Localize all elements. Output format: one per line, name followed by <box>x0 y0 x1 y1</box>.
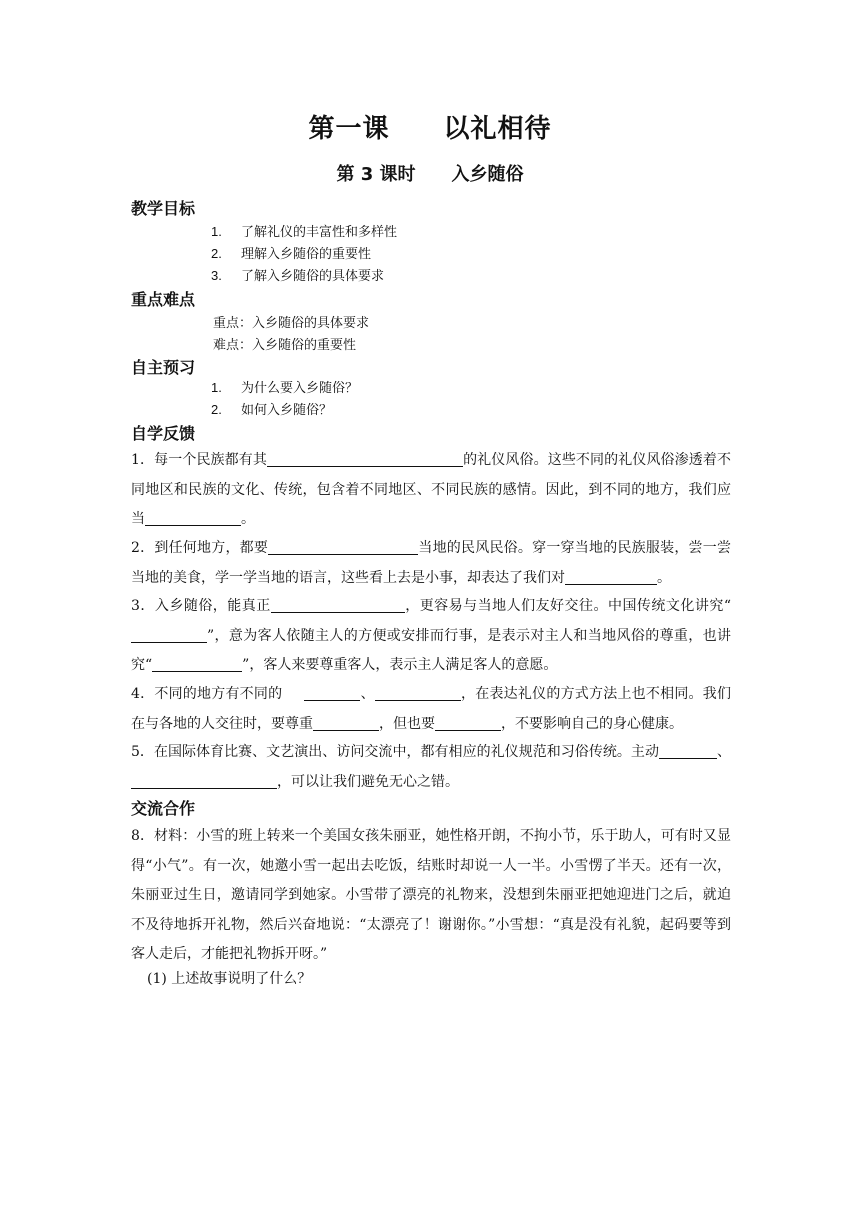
page-title: 第一课 以礼相待 <box>308 114 552 144</box>
question-text: 3．入乡随俗，能真正 <box>131 598 271 614</box>
answer-blank[interactable] <box>304 684 360 701</box>
question-text: 当地的民风民俗。穿一穿当地的民族服装，尝一尝当地的美食，学一学当地的语言，这些看上去是小事，却表达了我们对 <box>131 540 731 586</box>
preview-item-number: 2. <box>211 402 222 417</box>
preview-item-text: 如何入乡随俗？ <box>241 403 333 418</box>
question-text: 2．到任何地方，都要 <box>131 540 269 556</box>
cooperation-material: 8．材料：小雪的班上转来一个美国女孩朱丽亚，她性格开朗，不拘小节，乐于助人，可有时又显得“小气”。有一次，她邀小雪一起出去吃饭，结账时却说一人一半。小雪愣了半天。还有一次，朱丽亚过生日，邀请同学到她家。小雪带了漂亮的礼物来，没想到朱丽亚把她迎进门之后，就迫不及待地拆开礼物，然后兴奋地说：“太漂亮了！谢谢你。”小雪想：“真是没有礼貌，起码要等到客人走后，才能把礼物拆开呀。” <box>131 828 731 962</box>
feedback-question-3 <box>131 592 731 681</box>
question-text: ，在表达礼仪的方式方法上也不相同。我们在与各地的人交往时，要尊重 <box>131 686 731 732</box>
goal-item-number: 1. <box>211 224 222 239</box>
question-text: 1．每一个民族都有其 <box>131 452 267 468</box>
question-text: 。 <box>657 569 671 586</box>
answer-blank[interactable] <box>152 655 242 672</box>
focus-point: 重点：入乡随俗的具体要求 <box>213 316 370 331</box>
goal-item-1 <box>211 221 397 240</box>
section-heading-key-points: 重点难点 <box>131 290 196 309</box>
answer-blank[interactable] <box>659 742 717 759</box>
feedback-question-2 <box>131 534 731 593</box>
answer-blank[interactable] <box>271 596 405 613</box>
section-heading-feedback: 自学反馈 <box>131 424 196 443</box>
goal-item-text: 了解入乡随俗的具体要求 <box>241 269 385 284</box>
difficulty-point: 难点：入乡随俗的重要性 <box>213 338 357 353</box>
goal-item-2 <box>211 243 371 262</box>
question-text: 、 <box>360 686 375 702</box>
goal-item-number: 2. <box>211 246 222 261</box>
question-text: 5．在国际体育比赛、文艺演出、访问交流中，都有相应的礼仪规范和习俗传统。主动 <box>131 744 659 760</box>
section-heading-preview: 自主预习 <box>131 358 196 377</box>
answer-blank[interactable] <box>375 684 461 701</box>
answer-blank[interactable] <box>565 568 657 585</box>
answer-blank[interactable] <box>435 714 501 731</box>
question-text: ”，客人来要尊重客人，表示主人满足客人的意愿。 <box>242 657 558 673</box>
question-text: 、 <box>716 744 732 760</box>
question-text: ，更容易与当地人们友好交往。中国传统文化讲究“ <box>404 598 731 614</box>
feedback-question-1 <box>131 446 731 535</box>
question-text: ，可以让我们避免无心之错。 <box>277 773 459 790</box>
preview-item-2 <box>211 399 332 418</box>
answer-blank[interactable] <box>131 772 277 789</box>
question-text: ”，意为客人依随主人的方便或安排而行事，是表示对主人和当地风俗的尊重，也讲究“ <box>131 627 731 673</box>
goal-item-text: 了解礼仪的丰富性和多样性 <box>241 225 398 240</box>
section-heading-goals: 教学目标 <box>131 199 196 218</box>
sub-question-1: (1) 上述故事说明了什么？ <box>147 971 312 987</box>
feedback-question-5 <box>131 738 731 797</box>
answer-blank[interactable] <box>268 538 418 555</box>
question-text: ，不要影响自己的身心健康。 <box>501 715 683 732</box>
question-text: ，但也要 <box>379 715 435 732</box>
preview-item-number: 1. <box>211 380 222 395</box>
question-text: 。 <box>241 511 255 527</box>
preview-item-1 <box>211 377 358 396</box>
preview-item-text: 为什么要入乡随俗？ <box>241 381 359 396</box>
section-heading-cooperation: 交流合作 <box>131 799 196 818</box>
question-text: 的礼仪风俗。这些不同的礼仪风俗渗透着不同地区和民族的文化、传统，包含着不同地区、不同民族的感情。因此，到不同的地方，我们应当 <box>131 452 731 527</box>
answer-blank[interactable] <box>313 714 379 731</box>
answer-blank[interactable] <box>131 626 207 643</box>
goal-item-number: 3. <box>211 268 222 283</box>
feedback-question-4 <box>131 680 731 739</box>
question-text: 4．不同的地方有不同的 <box>131 686 283 702</box>
answer-blank[interactable] <box>145 509 241 526</box>
answer-blank[interactable] <box>267 450 463 467</box>
page-subtitle: 第 3 课时 入乡随俗 <box>336 164 524 185</box>
goal-item-text: 理解入乡随俗的重要性 <box>241 247 372 262</box>
goal-item-3 <box>211 265 384 284</box>
